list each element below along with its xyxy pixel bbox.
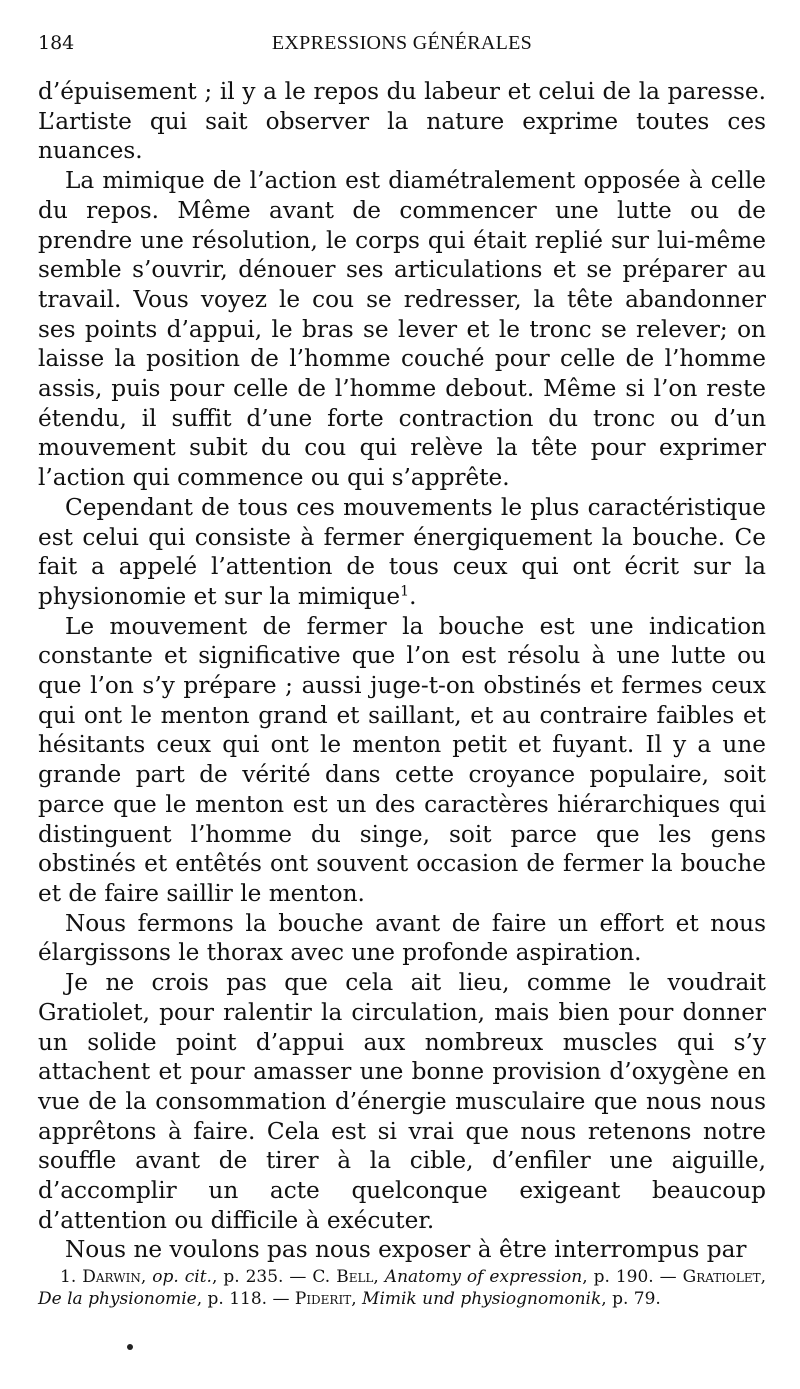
footnote-work: De la physionomie [38,1289,197,1309]
page-header [38,32,766,62]
body-text [38,77,766,1265]
paragraph-continued: d’épuisement ; il y a le repos du labeur et celui de la paresse. L’artiste qui sait observer la nature exprime toutes ces nuances. [38,78,766,165]
paragraph-chin: Le mouvement de fermer la bouche est une indication constante et significative que l’on est résolu à une lutte ou que l’on s’y prépare ; aussi juge-t-on obstinés et fermes ceux qui ont le menton grand et saillant, et au contraire faibles et hésitants ceux qui ont le menton petit et fuyant. Il y a une grande part de vérité dans cette croyance populaire, soit parce que le menton est un des caractères hiérarchiques qui distinguent l’homme du singe, soit parce que les gens obstinés et entêtés ont souvent occasion de fermer la bouche et de faire saillir le menton. [38,612,766,907]
footnote-page: , p. 190. — [582,1267,683,1287]
running-head: EXPRESSIONS GÉNÉRALES [271,32,533,54]
footnote-author: Piderit [294,1289,352,1309]
paragraph-gratiolet: Je ne crois pas que cela ait lieu, comme le voudrait Gratiolet, pour ralentir la circulation, mais bien pour donner un solide point d’appui aux nombreux muscles qui s’y attachent et pour amasser une bonne provision d’oxygène en vue de la consommation d’énergie musculaire que nous nous apprêtons à faire. Cela est si vrai que nous retenons notre souffle avant de tirer à la cible, d’enfiler une aiguille, d’accomplir un acte quelconque exigeant beaucoup d’attention ou difficile à exécuter. [38,969,766,1234]
footnote-1: 1. Darwin, op. cit., p. 235. — C. Bell, Anatomy of expression, p. 190. — Gratiolet, De la physionomie, p. 118. — Piderit, Mimik und physiognomonik, p. 79. [38,1267,767,1309]
footnote-author: Bell [336,1267,374,1287]
page-number: 184 [38,32,75,54]
footnote-number: 1. [60,1267,77,1287]
footnote-author: Darwin [82,1267,141,1287]
footnote-page: , p. 79. [601,1289,661,1309]
paragraph-text: Cependant de tous ces mouvements le plus caractéristique est celui qui consiste à fermer énergiquement la bouche. Ce fait a appelé l’attention de tous ceux qui ont écrit sur la physionomie et sur la mimique [38,493,766,610]
footnote-separator: , [373,1267,385,1287]
footnote-work: Mimik und physiognomonik [362,1289,602,1309]
footnote-work: op. cit. [152,1267,212,1287]
paragraph-closing-mouth [38,493,766,612]
paragraph-interrupted: Nous ne voulons pas nous exposer à être interrompus par [65,1236,747,1264]
footnote-separator: , [760,1267,767,1287]
footnotes [38,1266,766,1310]
paragraph-action-mimicry: La mimique de l’action est diamétralement opposée à celle du repos. Même avant de commencer une lutte ou de prendre une résolution, le corps qui était replié sur lui-même semble s’ouvrir, dénouer ses articulations et se préparer au travail. Vous voyez le cou se redresser, la tête abandonner ses points d’appui, le bras se lever et le tronc se relever; on laisse la position de l’homme couché pour celle de l’homme assis, puis pour celle de l’homme debout. Même si l’on reste étendu, il suffit d’une forte contraction du tronc ou d’un mouvement subit du cou qui relève la tête pour exprimer l’action qui commence ou qui s’apprête. [38,167,766,492]
paragraph-effort: Nous fermons la bouche avant de faire un effort et nous élargissons le thorax avec une profonde aspiration. [38,909,766,967]
footnote-work: Anatomy of expression [384,1267,583,1287]
footnote-page: , p. 118. — [196,1289,295,1309]
paragraph-text-end: . [409,582,417,610]
footnote-author: Gratiolet [682,1267,761,1287]
footnote-page: , p. 235. — C. [211,1267,337,1287]
footnote-reference[interactable]: 1 [400,583,410,600]
ink-dot [127,1344,133,1350]
footnote-separator: , [351,1289,363,1309]
